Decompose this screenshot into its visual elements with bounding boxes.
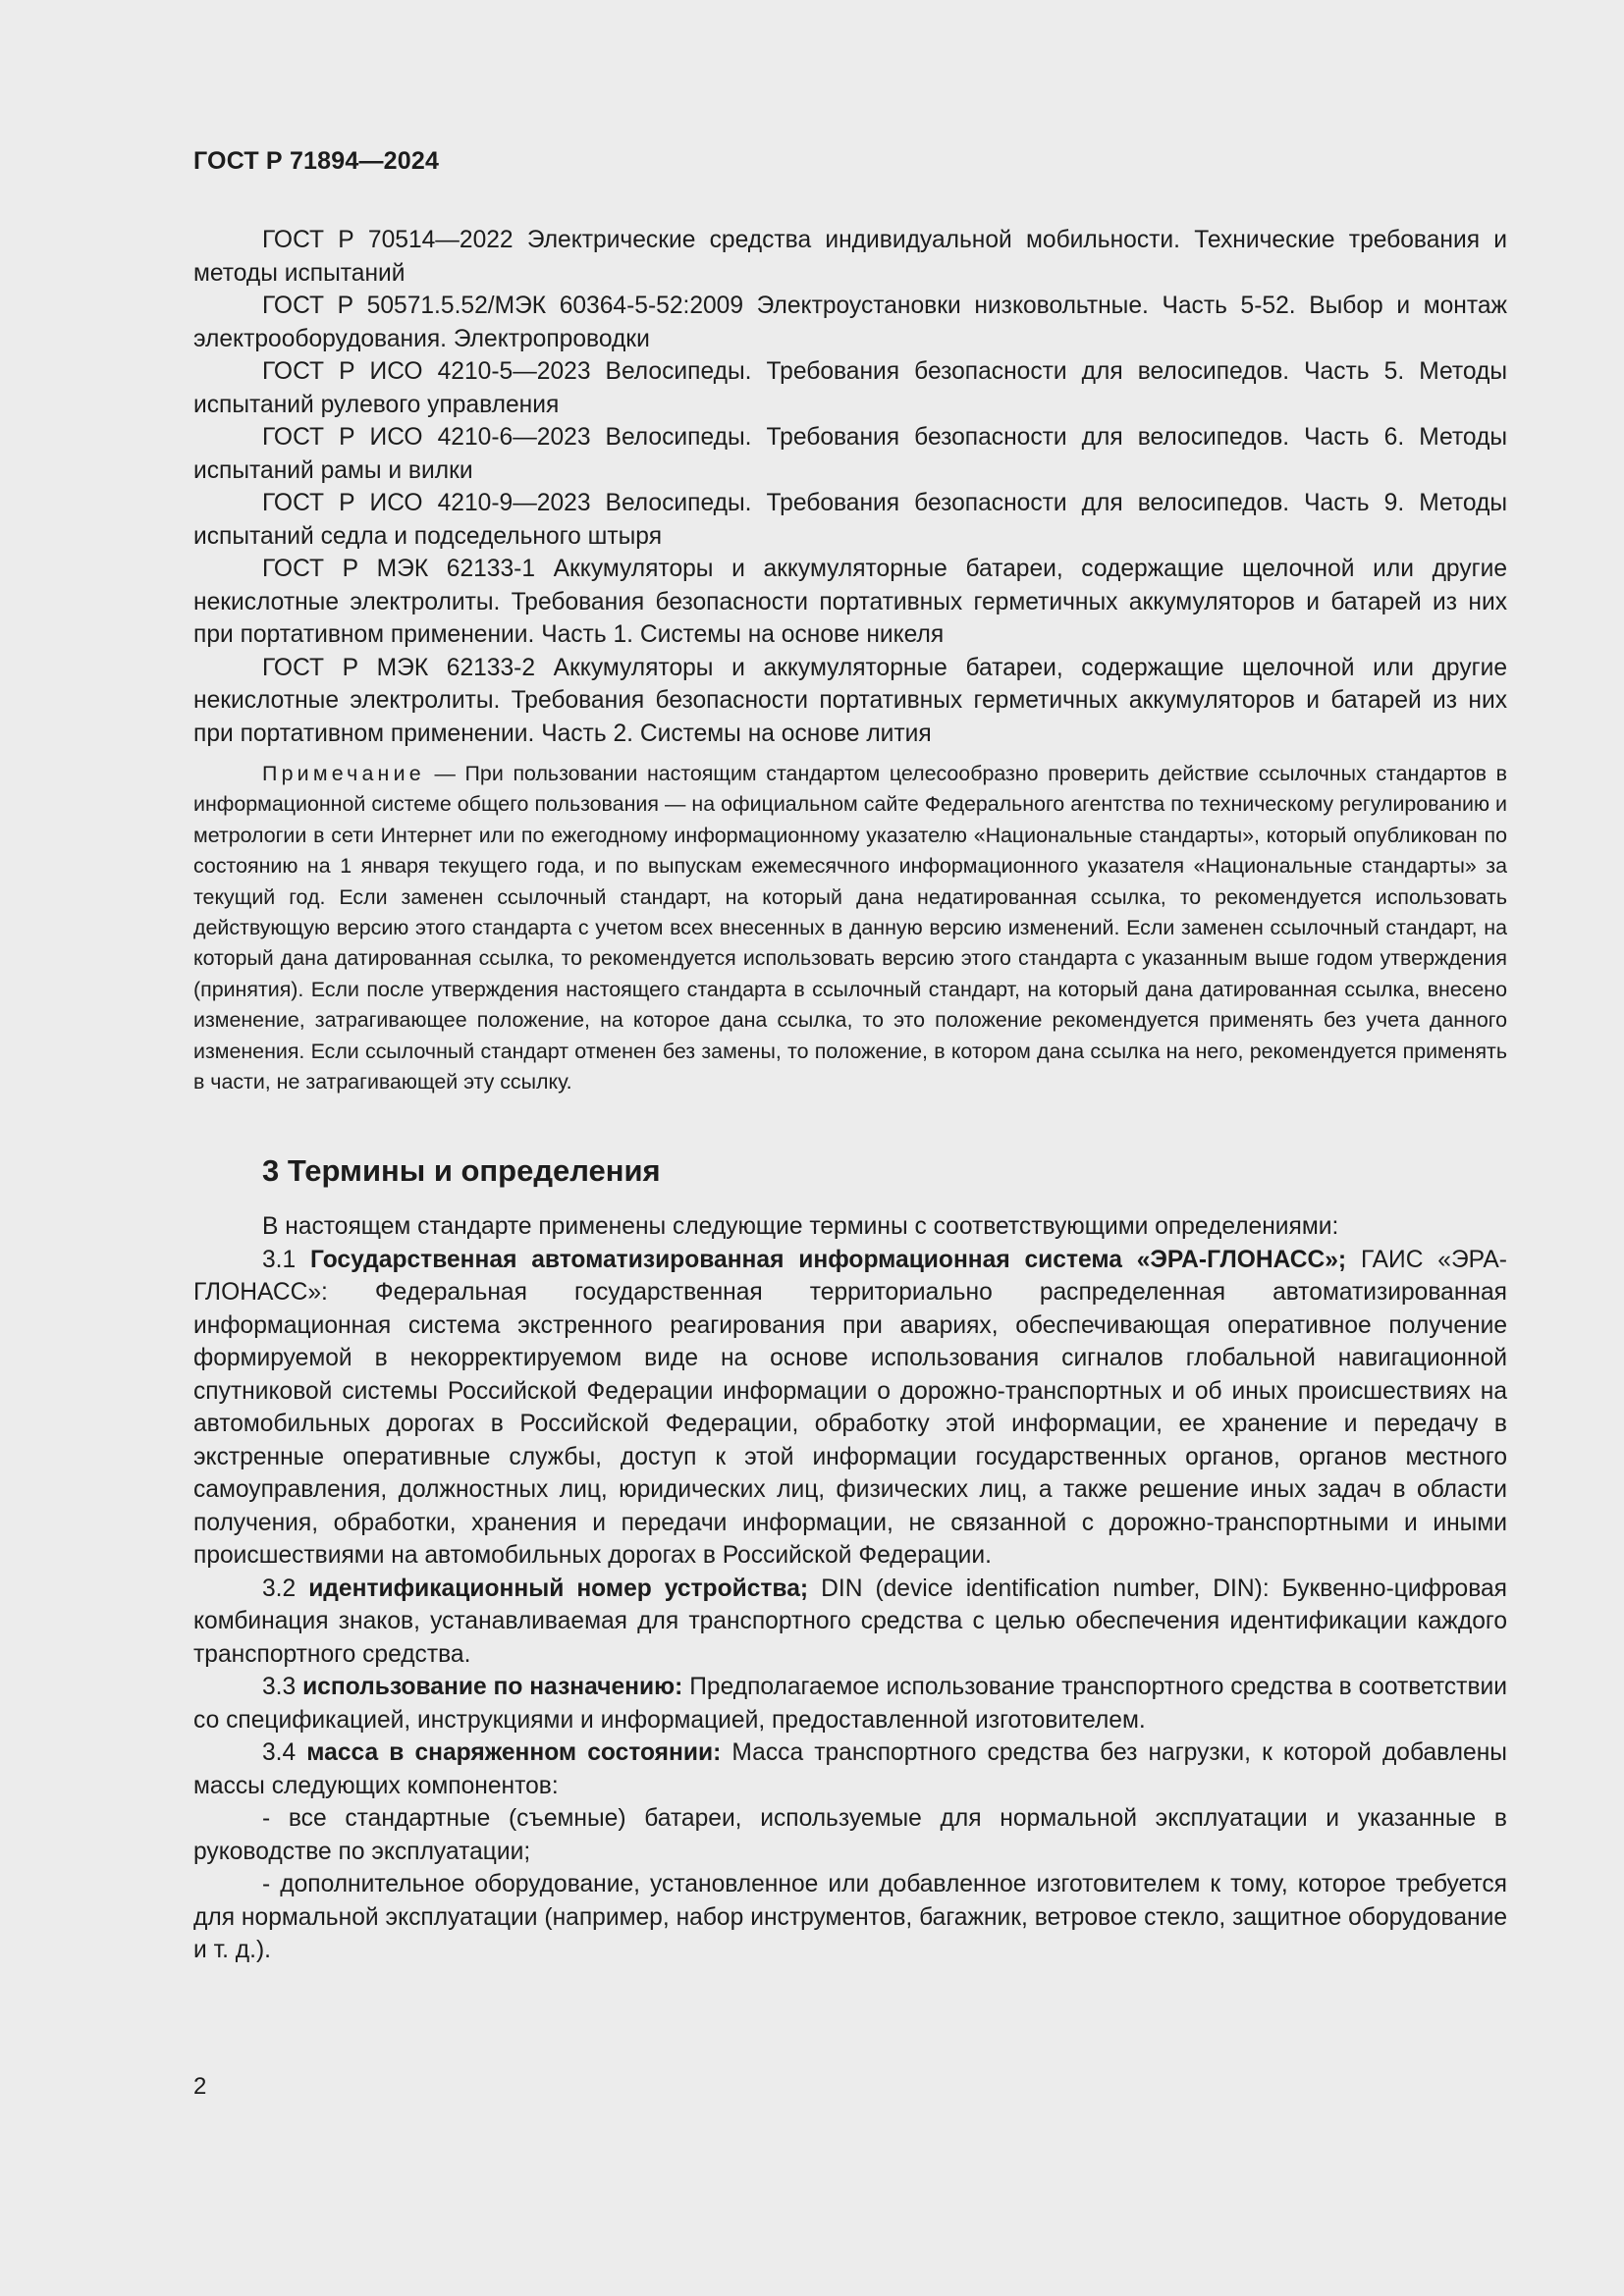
term-definition: Масса транспортного средства без нагрузки, к которой добавлены массы следующих компонентов: xyxy=(193,1739,1507,1799)
reference-item: ГОСТ Р МЭК 62133-2 Аккумуляторы и аккумуляторные батареи, содержащие щелочной или другие некислотные электролиты. Требования безопасности портативных герметичных аккумуляторов и батарей из них при портативном применении. Часть 2. Системы на основе лития xyxy=(193,654,1507,747)
section-title: 3 Термины и определения xyxy=(262,1153,661,1189)
term-number: 3.4 xyxy=(262,1739,307,1767)
term-number: 3.3 xyxy=(262,1674,303,1701)
term-number: 3.2 xyxy=(262,1575,309,1602)
term-entry xyxy=(193,1573,1507,1672)
normative-references xyxy=(193,224,1507,750)
list-item: - все стандартные (съемные) батареи, используемые для нормальной эксплуатации и указанные в руководстве по эксплуатации; xyxy=(193,1805,1507,1865)
term-entry xyxy=(193,1671,1507,1736)
term-entry xyxy=(193,1244,1507,1573)
term-name: масса в снаряженном состоянии: xyxy=(306,1739,722,1767)
term-name: использование по назначению: xyxy=(302,1674,683,1701)
note-paragraph xyxy=(193,759,1507,1097)
document-header: ГОСТ Р 71894—2024 xyxy=(193,147,440,175)
reference-item: ГОСТ Р МЭК 62133-1 Аккумуляторы и аккумуляторные батареи, содержащие щелочной или другие некислотные электролиты. Требования безопасности портативных герметичных аккумуляторов и батарей из них при портативном применении. Часть 1. Системы на основе никеля xyxy=(193,556,1507,648)
term-number: 3.1 xyxy=(262,1246,311,1273)
term-definition: ГАИС «ЭРА-ГЛОНАСС»: Федеральная государственная территориально распределенная автоматизированная информационная система экстренного реагирования при авариях, обеспечивающая оперативное получение формируемой в некорректируемом виде на основе использования сигналов глобальной навигационной спутниковой системы Российской Федерации информации о дорожно-транспортных и об иных происшествиях на автомобильных дорогах в Российской Федерации, обработку этой информации, ее хранение и передачу в экстренные оперативные службы, доступ к этой информации государственных органов, органов местного самоуправления, должностных лиц, юридических лиц, физических лиц, а также решение иных задач в области получения, обработки, хранения и передачи информации, не связанной с дорожно-транспортными и иными происшествиями на автомобильных дорогах в Российской Федерации. xyxy=(193,1246,1507,1570)
term-definition: Предполагаемое использование транспортного средства в соответствии со спецификацией, инструкциями и информацией, предоставленной изготовителем. xyxy=(193,1674,1507,1734)
page-number: 2 xyxy=(193,2073,207,2100)
reference-item: ГОСТ Р ИСО 4210-9—2023 Велосипеды. Требования безопасности для велосипедов. Часть 9. Методы испытаний седла и подседельного штыря xyxy=(193,490,1507,550)
reference-item: ГОСТ Р ИСО 4210-5—2023 Велосипеды. Требования безопасности для велосипедов. Часть 5. Методы испытаний рулевого управления xyxy=(193,358,1507,418)
note-dash: — xyxy=(424,762,465,785)
reference-item: ГОСТ Р 50571.5.52/МЭК 60364-5-52:2009 Электроустановки низковольтные. Часть 5-52. Выбор и монтаж электрооборудования. Электропроводки xyxy=(193,293,1507,352)
document-body xyxy=(193,224,1507,1967)
note-label: Примечание xyxy=(262,762,425,785)
term-name: идентификационный номер устройства; xyxy=(308,1575,809,1602)
term-definition: DIN (device identification number, DIN): Буквенно-цифровая комбинация знаков, устанавливаемая для транспортного средства с целью обеспечения идентификации каждого транспортного средства. xyxy=(193,1575,1507,1668)
note-text: При пользовании настоящим стандартом целесообразно проверить действие ссылочных стандартов в информационной системе общего пользования — на официальном сайте Федерального агентства по техническому регулированию и метрологии в сети Интернет или по ежегодному информационному указателю «Национальные стандарты», который опубликован по состоянию на 1 января текущего года, и по выпускам ежемесячного информационного указателя «Национальные стандарты» за текущий год. Если заменен ссылочный стандарт, на который дана недатированная ссылка, то рекомендуется использовать действующую версию этого стандарта с учетом всех внесенных в данную версию изменений. Если заменен ссылочный стандарт, на который дана датированная ссылка, то рекомендуется использовать версию этого стандарта с указанным выше годом утверждения (принятия). Если после утверждения настоящего стандарта в ссылочный стандарт, на который дана датированная ссылка, внесено изменение, затрагивающее положение, на которое дана ссылка, то это положение рекомендуется применять без учета данного изменения. Если ссылочный стандарт отменен без замены, то положение, в котором дана ссылка на него, рекомендуется применять в части, не затрагивающей эту ссылку. xyxy=(193,762,1507,1095)
term-name: Государственная автоматизированная информационная система «ЭРА-ГЛОНАСС»; xyxy=(310,1246,1347,1273)
term-entry xyxy=(193,1736,1507,1802)
list-item: - дополнительное оборудование, установленное или добавленное изготовителем к тому, которое требуется для нормальной эксплуатации (например, набор инструментов, багажник, ветровое стекло, защитное оборудование и т. д.). xyxy=(193,1871,1507,1964)
reference-item: ГОСТ Р ИСО 4210-6—2023 Велосипеды. Требования безопасности для велосипедов. Часть 6. Методы испытаний рамы и вилки xyxy=(193,424,1507,484)
section-intro: В настоящем стандарте применены следующие термины с соответствующими определениями: xyxy=(262,1213,1339,1241)
reference-item: ГОСТ Р 70514—2022 Электрические средства индивидуальной мобильности. Технические требования и методы испытаний xyxy=(193,227,1507,287)
